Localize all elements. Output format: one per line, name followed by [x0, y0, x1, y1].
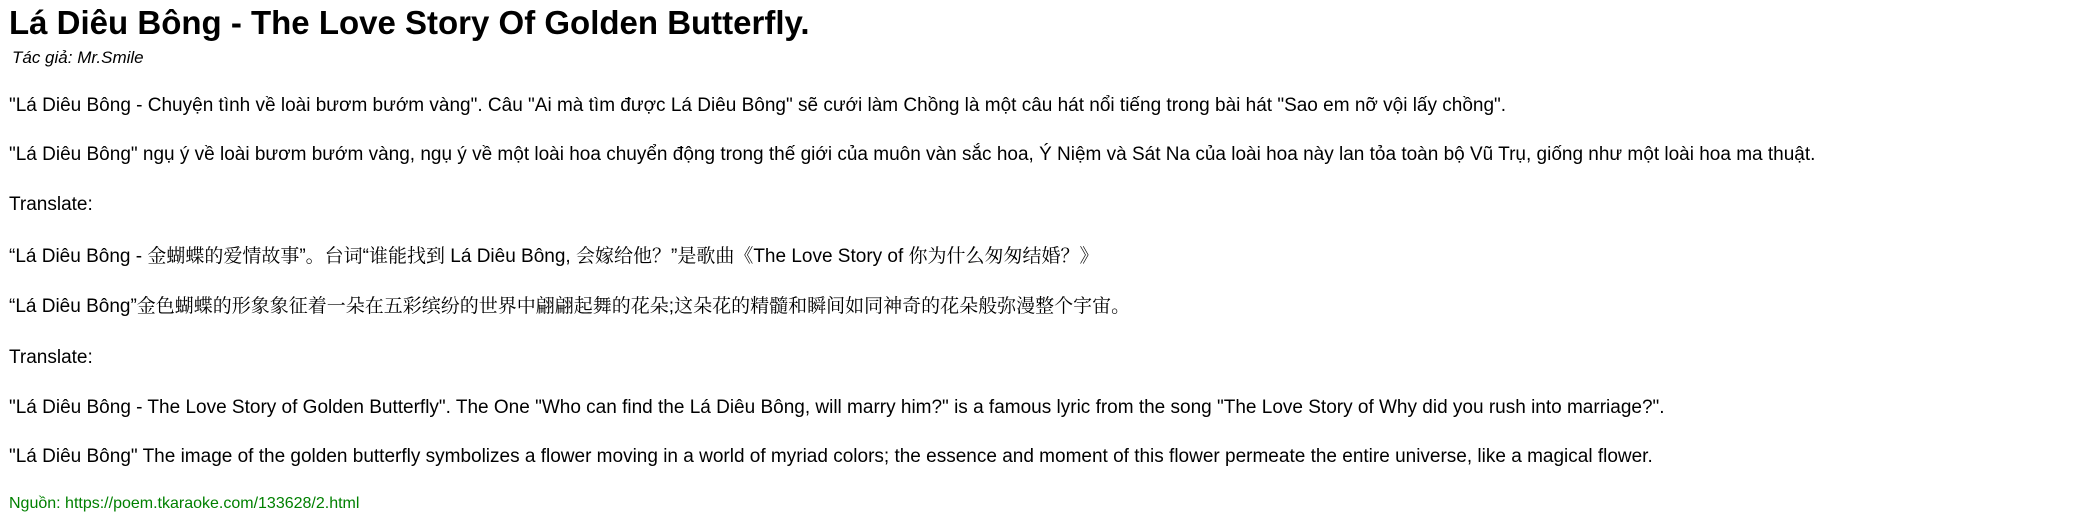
translate-label-2: Translate: [9, 347, 93, 369]
paragraph-english-1: "Lá Diêu Bông - The Love Story of Golden Butterfly". The One "Who can find the Lá Diêu Bông, will marry him?" is a famous lyric from the song "The Love Story of Why did you rush into marriage?". [9, 396, 1665, 418]
page-title: Lá Diêu Bông - The Love Story Of Golden Butterfly. [9, 4, 810, 41]
source-url-link[interactable]: https://poem.tkaraoke.com/133628/2.html [65, 495, 360, 513]
source-line [9, 495, 2072, 513]
source-label: Nguồn: [9, 495, 61, 513]
paragraph-chinese-1: “Lá Diêu Bông - 金蝴蝶的爱情故事”。台词“谁能找到 Lá Diêu Bông, 会嫁给他？”是歌曲《The Love Story of 你为什么匆匆结婚？》 [9, 246, 1099, 268]
paragraph-english-2: "Lá Diêu Bông" The image of the golden butterfly symbolizes a flower moving in a world of myriad colors; the essence and moment of this flower permeate the entire universe, like a magical flower. [9, 446, 1653, 468]
paragraph-vietnamese-1: "Lá Diêu Bông - Chuyện tình về loài bươm bướm vàng". Câu "Ai mà tìm được Lá Diêu Bông" sẽ cưới làm Chồng là một câu hát nổi tiếng trong bài hát "Sao em nỡ vội lấy chồng". [9, 94, 1507, 116]
paragraph-chinese-2: “Lá Diêu Bông”金色蝴蝶的形象象征着一朵在五彩缤纷的世界中翩翩起舞的花朵;这朵花的精髓和瞬间如同神奇的花朵般弥漫整个宇宙。 [9, 295, 1131, 317]
translate-label-1: Translate: [9, 193, 93, 215]
article-body [9, 95, 2072, 469]
author-line: Tác giả: Mr.Smile [12, 47, 144, 67]
paragraph-vietnamese-2: "Lá Diêu Bông" ngụ ý về loài bươm bướm vàng, ngụ ý về một loài hoa chuyển động trong thế giới của muôn vàn sắc hoa, Ý Niệm và Sát Na của loài hoa này lan tỏa toàn bộ Vũ Trụ, giống như một loài hoa ma thuật. [9, 144, 1816, 166]
